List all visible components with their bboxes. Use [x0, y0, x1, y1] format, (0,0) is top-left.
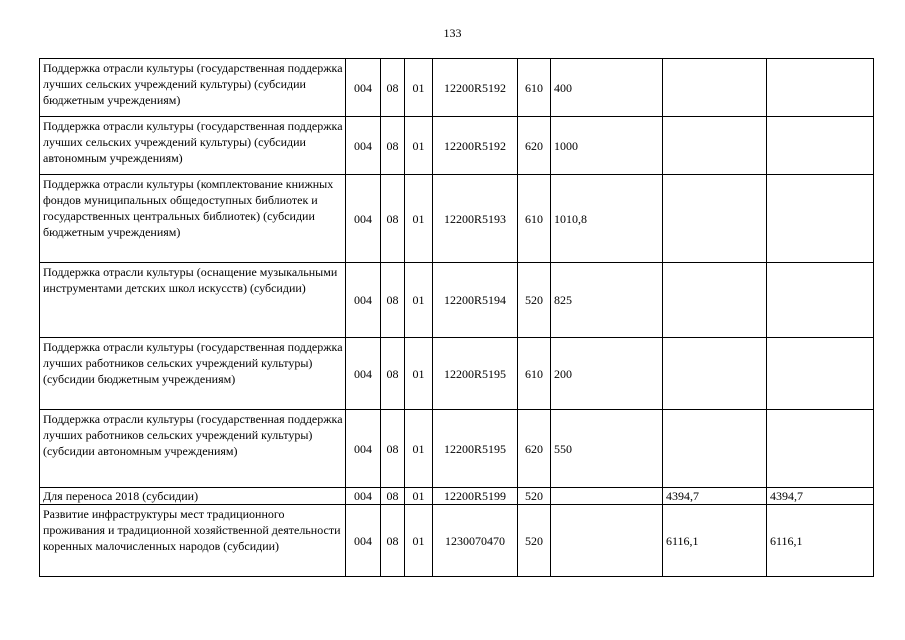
expense-type-code: 610 — [518, 338, 551, 410]
row-name: Поддержка отрасли культуры (государственная поддержка лучших работников сельских учреждений культуры) (субсидии бюджетным учреждениям) — [40, 338, 346, 410]
amount-col9 — [767, 338, 874, 410]
section-code: 08 — [381, 175, 405, 263]
section-code: 08 — [381, 410, 405, 488]
subsection-code: 01 — [405, 338, 433, 410]
amount: 1000 — [551, 117, 663, 175]
amount-col8 — [663, 338, 767, 410]
amount-col9: 4394,7 — [767, 488, 874, 505]
amount-col9 — [767, 263, 874, 338]
amount-col8 — [663, 117, 767, 175]
row-name: Развитие инфраструктуры мест традиционного проживания и традиционной хозяйственной деятельности коренных малочисленных народов (субсидии) — [40, 505, 346, 577]
subsection-code: 01 — [405, 175, 433, 263]
table-row — [40, 117, 874, 175]
ministry-code: 004 — [346, 59, 381, 117]
subsection-code: 01 — [405, 488, 433, 505]
table-row — [40, 410, 874, 488]
table-row — [40, 488, 874, 505]
expense-type-code: 610 — [518, 59, 551, 117]
budget-table — [39, 58, 874, 577]
amount: 200 — [551, 338, 663, 410]
amount-col9 — [767, 59, 874, 117]
amount-col8 — [663, 263, 767, 338]
subsection-code: 01 — [405, 59, 433, 117]
section-code: 08 — [381, 263, 405, 338]
table-row — [40, 505, 874, 577]
ministry-code: 004 — [346, 505, 381, 577]
target-code: 12200R5192 — [433, 59, 518, 117]
expense-type-code: 520 — [518, 488, 551, 505]
table-row — [40, 175, 874, 263]
amount-col9 — [767, 410, 874, 488]
table-row — [40, 263, 874, 338]
table-row — [40, 338, 874, 410]
amount: 400 — [551, 59, 663, 117]
expense-type-code: 620 — [518, 410, 551, 488]
amount-col8: 4394,7 — [663, 488, 767, 505]
target-code: 12200R5194 — [433, 263, 518, 338]
subsection-code: 01 — [405, 117, 433, 175]
expense-type-code: 520 — [518, 263, 551, 338]
target-code: 12200R5193 — [433, 175, 518, 263]
ministry-code: 004 — [346, 117, 381, 175]
section-code: 08 — [381, 505, 405, 577]
row-name: Поддержка отрасли культуры (оснащение музыкальными инструментами детских школ искусств) (субсидии) — [40, 263, 346, 338]
target-code: 1230070470 — [433, 505, 518, 577]
amount-col8 — [663, 59, 767, 117]
ministry-code: 004 — [346, 410, 381, 488]
table-row — [40, 59, 874, 117]
page-number: 133 — [443, 26, 462, 40]
amount-col9: 6116,1 — [767, 505, 874, 577]
amount: 550 — [551, 410, 663, 488]
target-code: 12200R5195 — [433, 410, 518, 488]
ministry-code: 004 — [346, 263, 381, 338]
amount: 825 — [551, 263, 663, 338]
row-name: Поддержка отрасли культуры (государственная поддержка лучших сельских учреждений культуры) (субсидии бюджетным учреждениям) — [40, 59, 346, 117]
amount: 1010,8 — [551, 175, 663, 263]
amount — [551, 505, 663, 577]
amount — [551, 488, 663, 505]
ministry-code: 004 — [346, 338, 381, 410]
expense-type-code: 620 — [518, 117, 551, 175]
amount-col9 — [767, 117, 874, 175]
subsection-code: 01 — [405, 410, 433, 488]
amount-col8: 6116,1 — [663, 505, 767, 577]
row-name: Поддержка отрасли культуры (государственная поддержка лучших сельских учреждений культуры) (субсидии автономным учреждениям) — [40, 117, 346, 175]
amount-col8 — [663, 175, 767, 263]
ministry-code: 004 — [346, 488, 381, 505]
subsection-code: 01 — [405, 263, 433, 338]
section-code: 08 — [381, 338, 405, 410]
expense-type-code: 610 — [518, 175, 551, 263]
ministry-code: 004 — [346, 175, 381, 263]
row-name: Поддержка отрасли культуры (комплектование книжных фондов муниципальных общедоступных библиотек и государственных центральных библиотек) (субсидии бюджетным учреждениям) — [40, 175, 346, 263]
section-code: 08 — [381, 59, 405, 117]
amount-col9 — [767, 175, 874, 263]
section-code: 08 — [381, 488, 405, 505]
target-code: 12200R5195 — [433, 338, 518, 410]
target-code: 12200R5199 — [433, 488, 518, 505]
amount-col8 — [663, 410, 767, 488]
row-name: Для переноса 2018 (субсидии) — [40, 488, 346, 505]
expense-type-code: 520 — [518, 505, 551, 577]
target-code: 12200R5192 — [433, 117, 518, 175]
section-code: 08 — [381, 117, 405, 175]
row-name: Поддержка отрасли культуры (государственная поддержка лучших работников сельских учреждений культуры) (субсидии автономным учреждениям) — [40, 410, 346, 488]
subsection-code: 01 — [405, 505, 433, 577]
